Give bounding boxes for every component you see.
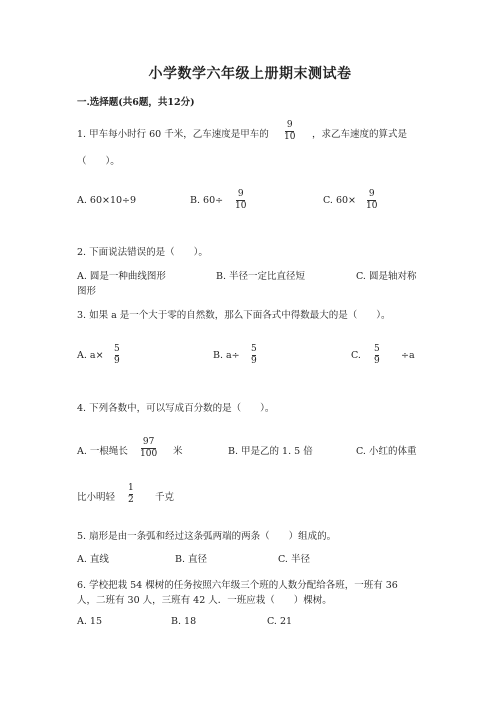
question-3-stem: 3. 如果 a 是一个大于零的自然数，那么下面各式中得数最大的是（ ）。: [77, 310, 391, 321]
question-3-option-b-fraction: [251, 344, 257, 367]
page-title: 小学数学六年级上册期末测试卷: [148, 66, 352, 82]
question-6-stem-line1: 6. 学校把栽 54 棵树的任务按照六年级三个班的人数分配给各班，一班有 36: [77, 580, 398, 591]
question-4-option-a[interactable]: A. 一根绳长: [77, 446, 128, 457]
fraction-numerator: 5: [374, 344, 380, 354]
question-6-stem-line2: 人，二班有 30 人，三班有 42 人．一班应栽（ ）棵树。: [77, 595, 332, 606]
question-4-option-c-continued: 比小明轻: [77, 492, 116, 503]
fraction-numerator: 5: [251, 344, 257, 354]
question-5-option-c[interactable]: C. 半径: [278, 554, 310, 565]
question-6-option-c[interactable]: C. 21: [267, 616, 293, 627]
question-6-option-b[interactable]: B. 18: [171, 616, 197, 627]
question-4-stem: 4. 下列各数中，可以写成百分数的是（ ）。: [77, 403, 275, 414]
fraction-numerator: 97: [142, 437, 155, 447]
question-4-option-b[interactable]: B. 甲是乙的 1. 5 倍: [228, 446, 313, 457]
question-1-option-c[interactable]: C. 60×: [323, 195, 357, 206]
question-3-option-c-fraction: [374, 344, 380, 367]
question-3-option-a-fraction: [114, 344, 120, 367]
question-1-stem-part2: ，求乙车速度的算式是: [312, 129, 408, 140]
fraction-denominator: 100: [140, 449, 158, 459]
question-4-option-a-unit: 米: [173, 446, 183, 457]
question-1-stem-part3: （ ）。: [77, 156, 120, 167]
question-3-option-b[interactable]: B. a÷: [213, 350, 240, 361]
question-4-option-c-fraction: [128, 483, 134, 506]
question-1-option-c-fraction: [366, 189, 377, 212]
question-5-option-b[interactable]: B. 直径: [175, 554, 208, 565]
question-4-option-c[interactable]: C. 小红的体重: [356, 446, 417, 457]
fraction-denominator: 9: [251, 356, 257, 366]
fraction-numerator: 9: [368, 189, 375, 199]
fraction-numerator: 9: [237, 189, 244, 199]
fraction-denominator: 9: [114, 356, 120, 366]
question-3-option-c[interactable]: C.: [351, 350, 361, 361]
question-4-option-c-unit: 千克: [155, 492, 175, 503]
question-5-stem: 5. 扇形是由一条弧和经过这条弧两端的两条（ ）组成的。: [77, 531, 337, 542]
fraction-denominator: 10: [284, 132, 296, 142]
question-5-option-a[interactable]: A. 直线: [77, 554, 109, 565]
question-2-stem: 2. 下面说法错误的是（ ）。: [77, 247, 208, 258]
fraction-numerator: 9: [286, 120, 293, 130]
question-1-stem-part1: 1. 甲车每小时行 60 千米，乙车速度是甲车的: [77, 129, 269, 140]
fraction-denominator: 10: [366, 201, 378, 211]
fraction-denominator: 9: [374, 356, 380, 366]
question-2-option-c[interactable]: C. 圆是轴对称: [356, 271, 417, 282]
question-1-option-a[interactable]: A. 60×10÷9: [77, 195, 137, 206]
question-2-option-b[interactable]: B. 半径一定比直径短: [216, 271, 306, 282]
question-1-option-b[interactable]: B. 60÷: [190, 195, 224, 206]
question-6-option-a[interactable]: A. 15: [77, 616, 102, 627]
question-3-option-c-tail: ÷a: [401, 350, 415, 361]
fraction-denominator: 2: [128, 495, 134, 505]
question-4-option-a-fraction: [140, 437, 157, 460]
question-2-option-a[interactable]: A. 圆是一种曲线图形: [77, 271, 166, 282]
section-heading: 一.选择题(共6题，共12分): [77, 97, 195, 108]
fraction-numerator: 5: [114, 344, 120, 354]
fraction-denominator: 10: [235, 201, 247, 211]
fraction-numerator: 1: [128, 483, 134, 493]
question-2-option-c-continued: 图形: [77, 286, 97, 297]
question-1-fraction: [284, 120, 295, 143]
question-1-option-b-fraction: [235, 189, 246, 212]
question-3-option-a[interactable]: A. a×: [77, 350, 104, 361]
